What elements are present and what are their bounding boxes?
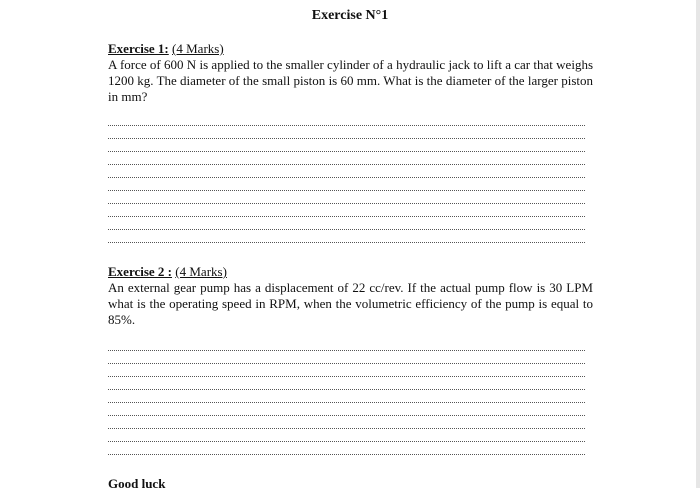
answer-line xyxy=(108,363,585,364)
answer-line xyxy=(108,428,585,429)
exercise-1-marks: (4 Marks) xyxy=(172,41,224,56)
answer-line xyxy=(108,376,585,377)
answer-line xyxy=(108,216,585,217)
exercise-2 xyxy=(108,264,593,328)
exercise-2-label: Exercise 2 : xyxy=(108,264,173,279)
answer-line xyxy=(108,389,585,390)
exercise-2-answer-lines xyxy=(108,343,585,463)
exercise-2-marks: (4 Marks) xyxy=(175,264,227,279)
exercise-1-label: Exercise 1: xyxy=(108,41,169,56)
answer-line xyxy=(108,164,585,165)
page-edge-shadow xyxy=(696,0,700,488)
answer-line xyxy=(108,454,585,455)
answer-line xyxy=(108,151,585,152)
answer-line xyxy=(108,441,585,442)
document-title: Exercise N°1 xyxy=(311,8,389,23)
exercise-1 xyxy=(108,41,593,105)
answer-line xyxy=(108,350,585,351)
exercise-1-heading xyxy=(108,41,593,57)
answer-line xyxy=(108,177,585,178)
answer-line xyxy=(108,138,585,139)
exercise-2-text: An external gear pump has a displacement of 22 cc/rev. If the actual pump flow is 30 LPM what is the operating speed in RPM, when the volumetric efficiency of the pump is equal to 85%. xyxy=(108,280,593,327)
exercise-2-heading xyxy=(108,264,593,280)
answer-line xyxy=(108,190,585,191)
answer-line xyxy=(108,229,585,230)
answer-line xyxy=(108,402,585,403)
exercise-1-answer-lines xyxy=(108,118,585,248)
answer-line xyxy=(108,125,585,126)
exercise-1-text: A force of 600 N is applied to the smaller cylinder of a hydraulic jack to lift a car that weighs 1200 kg. The diameter of the small piston is 60 mm. What is the diameter of the larger piston in mm? xyxy=(108,57,593,104)
answer-line xyxy=(108,242,585,243)
answer-line xyxy=(108,415,585,416)
answer-line xyxy=(108,203,585,204)
closing-text: Good luck xyxy=(108,476,166,488)
